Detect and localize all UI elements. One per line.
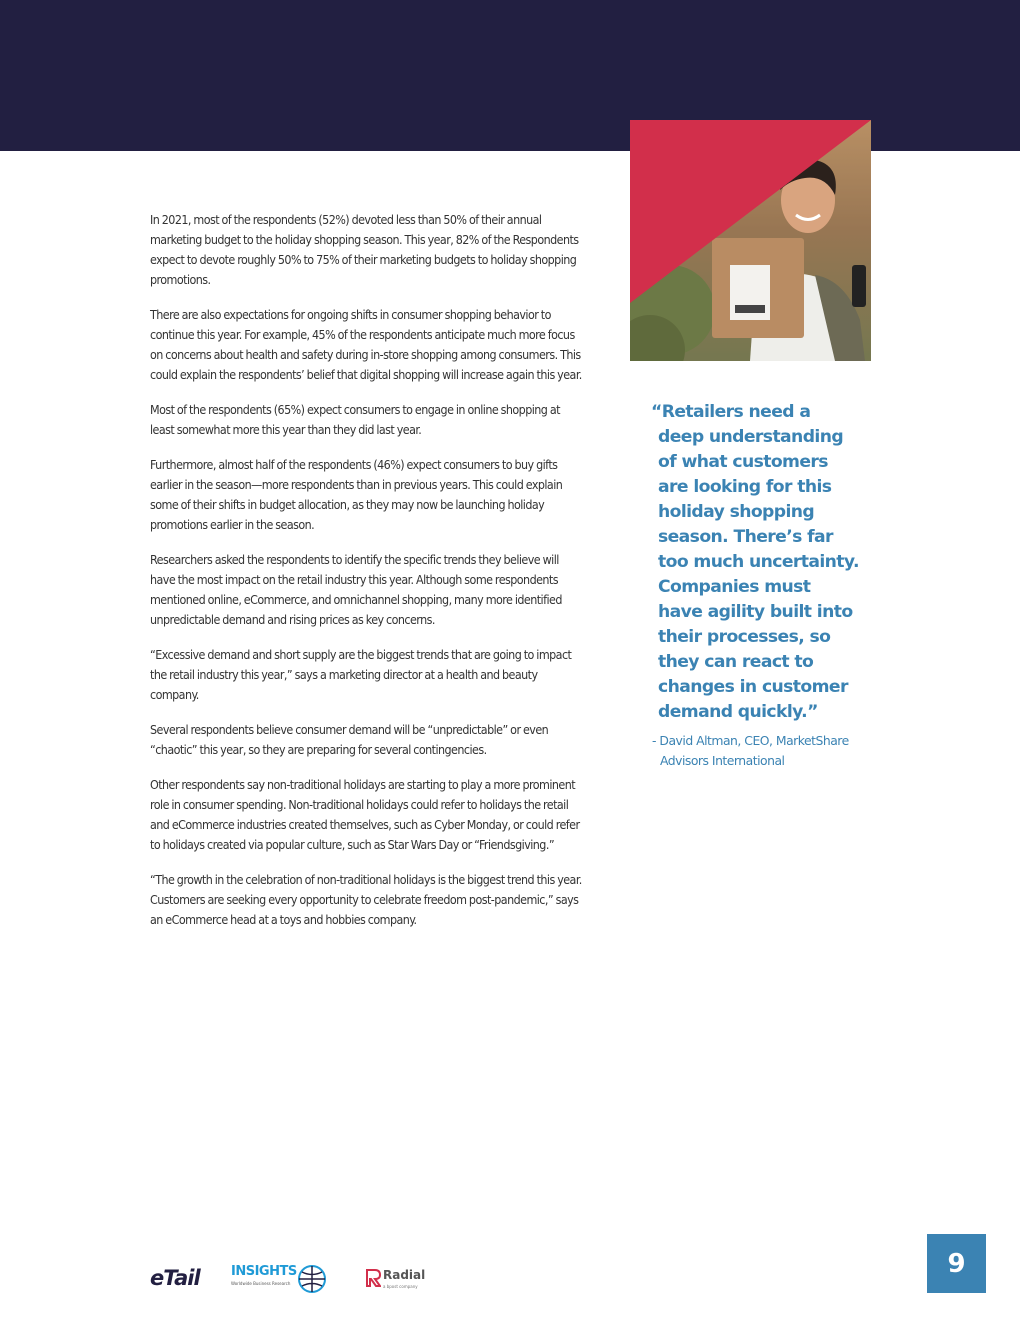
body-text <box>150 210 586 945</box>
globe-icon <box>297 1264 327 1294</box>
body-paragraph-9: “The growth in the celebration of non-traditional holidays is the biggest trend this year. Customers are seeking every opportunity to celebrate freedom post-pandemic,” says an eCommerce head at a toys and hobbies company. <box>150 872 582 927</box>
body-paragraph-6: “Excessive demand and short supply are the biggest trends that are going to impact the retail industry this year,” says a marketing director at a health and beauty company. <box>150 647 572 702</box>
body-paragraph-2: There are also expectations for ongoing shifts in consumer shopping behavior to continue this year. For example, 45% of the respondents anticipate much more focus on concerns about health and safety during in-store shopping among consumers. This could explain the respondents’ belief that digital shopping will increase again this year. <box>150 307 582 382</box>
radial-logo <box>365 1266 435 1296</box>
body-paragraph-7: Several respondents believe consumer demand will be “unpredictable” or even “chaotic” this year, so they are preparing for several contingencies. <box>150 722 549 757</box>
insights-logo-word: INSIGHTS <box>231 1264 297 1279</box>
pull-quote-attribution: - David Altman, CEO, MarketShare Advisors International <box>652 733 849 768</box>
radial-logo-subtitle: a bpost company <box>383 1284 418 1289</box>
body-paragraph-4: Furthermore, almost half of the respondents (46%) expect consumers to buy gifts earlier in the season—more respondents than in previous years. This could explain some of their shifts in budget allocation, as they may now be launching holiday promotions earlier in the season. <box>150 457 563 532</box>
insights-logo-subtitle: Worldwide Business Research <box>231 1281 291 1286</box>
page-number: 9 <box>927 1234 986 1293</box>
body-paragraph-5: Researchers asked the respondents to identify the specific trends they believe will have the most impact on the retail industry this year. Although some respondents mentioned online, eCommerce, and omnichannel shopping, many more identified unpredictable demand and rising prices as key concerns. <box>150 552 562 627</box>
radial-logo-word: Radial <box>383 1268 426 1282</box>
radial-mark-icon <box>365 1268 381 1288</box>
body-paragraph-1: In 2021, most of the respondents (52%) devoted less than 50% of their annual marketing budget to the holiday shopping season. This year, 82% of the Respondents expect to devote roughly 50% to 75% of their marketing budgets to holiday shopping promotions. <box>150 212 579 287</box>
pull-quote <box>650 400 860 771</box>
person-holding-package-photo <box>630 120 871 361</box>
etail-logo: eTail <box>150 1266 200 1290</box>
insights-logo <box>231 1264 331 1296</box>
body-paragraph-3: Most of the respondents (65%) expect consumers to engage in online shopping at least somewhat more this year than they did last year. <box>150 402 560 437</box>
pull-quote-text: “Retailers need a deep understanding of what customers are looking for this holiday shopping season. There’s far too much uncertainty. Companies must have agility built into their processes, so they can react to changes in customer demand quickly.” <box>651 402 859 722</box>
body-paragraph-8: Other respondents say non-traditional holidays are starting to play a more prominent role in consumer spending. Non-traditional holidays could refer to holidays the retail and eCommerce industries created themselves, such as Cyber Monday, or could refer to holidays created via popular culture, such as Star Wars Day or “Friendsgiving.” <box>150 777 580 852</box>
